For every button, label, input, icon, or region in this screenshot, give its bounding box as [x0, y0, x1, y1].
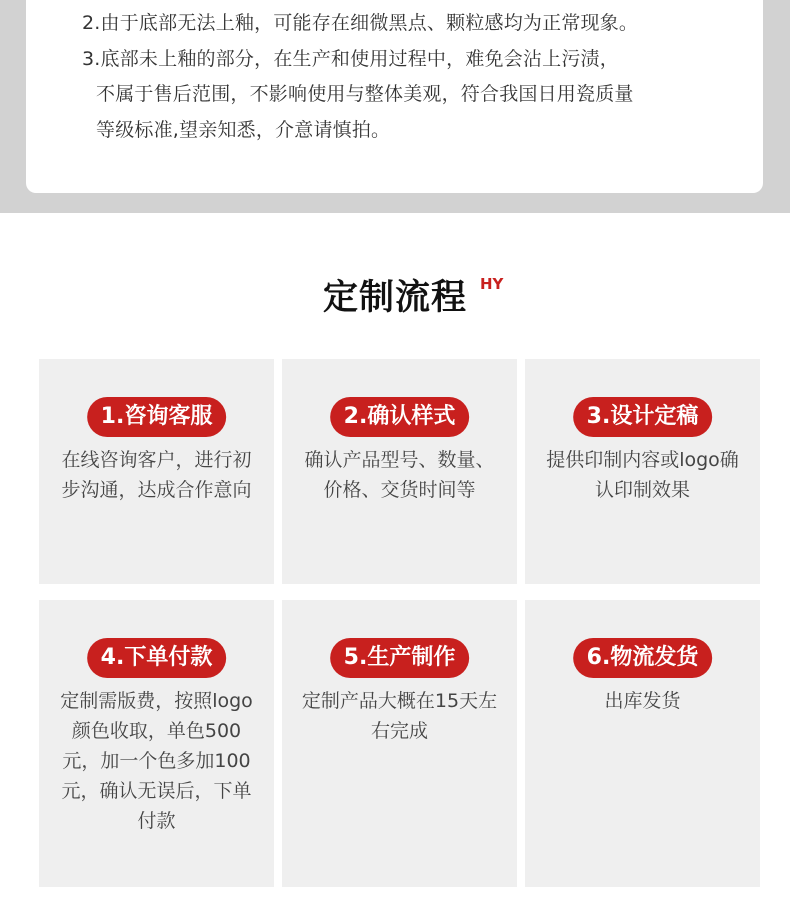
process-title-badge: HY [480, 275, 504, 293]
step-card-consult [39, 359, 274, 584]
step-label-shipping: 6.物流发货 [573, 638, 713, 678]
notice-line-1: 2.由于底部无法上釉，可能存在细微黑点、颗粒感均为正常现象。 [82, 12, 639, 34]
notice-line-0 [84, 0, 564, 2]
step-label-consult: 1.咨询客服 [87, 397, 227, 437]
step-card-production [282, 600, 517, 887]
step-desc-shipping: 出库发货 [604, 690, 681, 712]
step-card-confirm-style [282, 359, 517, 584]
step-desc-consult: 在线咨询客户，进行初步沟通，达成合作意向 [61, 449, 252, 501]
step-card-design [525, 359, 760, 584]
notice-line-4: 等级标准,望亲知悉，介意请慎拍。 [96, 119, 391, 141]
step-label-production: 5.生产制作 [330, 638, 470, 678]
step-label-order-pay: 4.下单付款 [87, 638, 227, 678]
notice-section [0, 0, 790, 213]
step-label-design: 3.设计定稿 [573, 397, 713, 437]
step-label-confirm-style: 2.确认样式 [330, 397, 470, 437]
step-card-order-pay [39, 600, 274, 887]
step-desc-confirm-style: 确认产品型号、数量、价格、交货时间等 [304, 449, 495, 501]
step-card-shipping [525, 600, 760, 887]
notice-card [26, 0, 763, 193]
step-desc-design: 提供印制内容或logo确认印制效果 [546, 449, 739, 501]
notice-line-2: 3.底部未上釉的部分，在生产和使用过程中，难免会沾上污渍， [82, 48, 619, 70]
process-title-text: 定制流程 [322, 278, 467, 318]
notice-line-3: 不属于售后范围，不影响使用与整体美观，符合我国日用瓷质量 [96, 83, 634, 105]
process-title [0, 270, 790, 320]
step-desc-production: 定制产品大概在15天左右完成 [301, 690, 498, 742]
step-desc-order-pay: 定制需版费，按照logo颜色收取，单色500元，加一个色多加100元，确认无误后，下单付款 [60, 690, 253, 832]
